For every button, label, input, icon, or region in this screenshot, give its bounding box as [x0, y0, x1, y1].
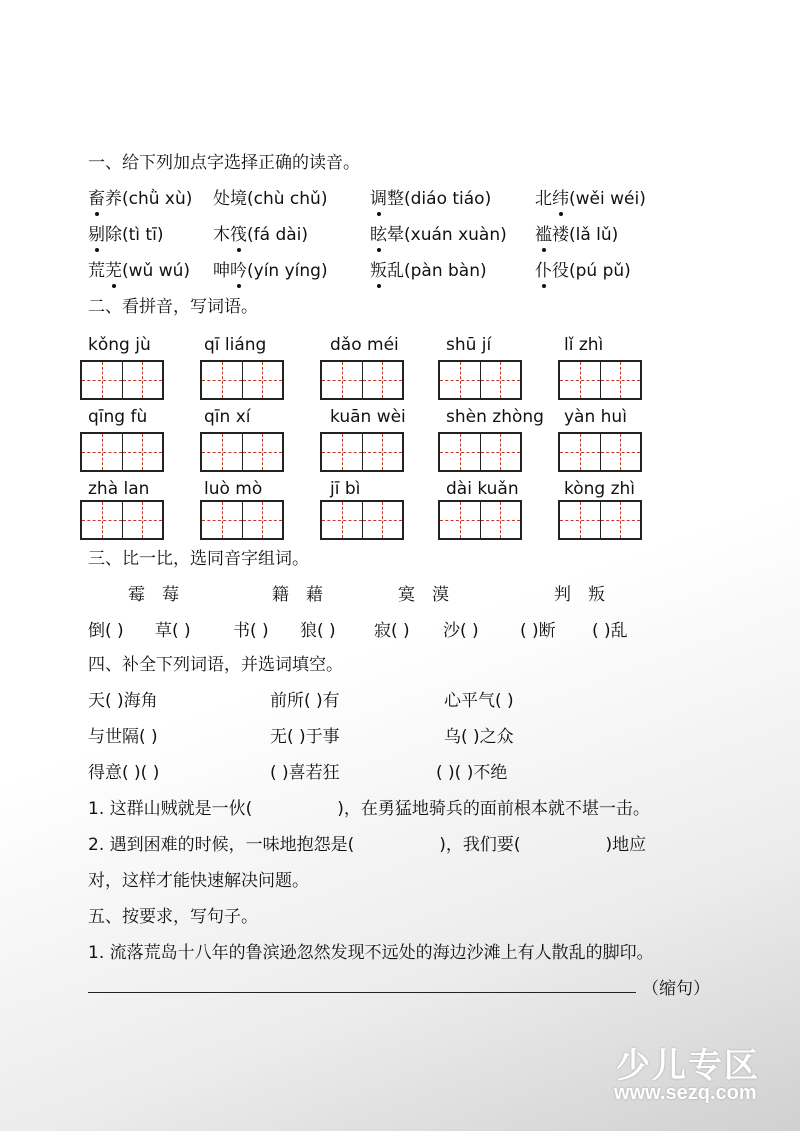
- grid-cell[interactable]: [601, 362, 641, 398]
- pinyin-label: kuān wèi: [330, 407, 406, 427]
- grid-cell[interactable]: [82, 502, 123, 538]
- char-pair-4: 判 叛: [554, 585, 605, 605]
- grid-cell[interactable]: [440, 434, 481, 470]
- section4-heading: 四、补全下列词语，并选词填空。: [88, 655, 343, 675]
- idiom-item: 无( )于事: [270, 727, 340, 747]
- dotted-char: 眩: [370, 225, 387, 245]
- grid-cell[interactable]: [440, 502, 481, 538]
- watermark-brand: 少儿专区: [616, 1047, 760, 1085]
- pinyin-label: kǒng jù: [88, 335, 151, 355]
- dotted-char: 畜: [88, 189, 105, 209]
- dotted-char: 纬: [552, 189, 569, 209]
- writing-grid[interactable]: [558, 500, 642, 540]
- pinyin-label: yàn huì: [564, 407, 627, 427]
- grid-cell[interactable]: [322, 502, 363, 538]
- writing-grid[interactable]: [200, 360, 284, 400]
- grid-cell[interactable]: [202, 362, 243, 398]
- blank-item: ( )断: [520, 621, 556, 641]
- fill-question-1: 1. 这群山贼就是一伙( )，在勇猛地骑兵的面前根本就不堪一击。: [88, 799, 650, 819]
- writing-grid[interactable]: [438, 360, 522, 400]
- pronunciation-item: 畜养(chǜ xù): [88, 189, 193, 209]
- pronunciation-item: 荒芜(wǔ wú): [88, 261, 191, 281]
- writing-grid[interactable]: [558, 360, 642, 400]
- pinyin-label: jī bì: [330, 479, 361, 499]
- pinyin-label: qīn xí: [204, 407, 251, 427]
- grid-cell[interactable]: [123, 502, 163, 538]
- dotted-char: 叛: [370, 261, 387, 281]
- grid-cell[interactable]: [363, 434, 403, 470]
- grid-cell[interactable]: [481, 434, 521, 470]
- grid-cell[interactable]: [601, 502, 641, 538]
- char-pair-3: 寞 漠: [398, 585, 449, 605]
- pronunciation-item: 北纬(wěi wéi): [535, 189, 646, 209]
- idiom-item: 得意( )( ): [88, 763, 160, 783]
- grid-cell[interactable]: [123, 362, 163, 398]
- writing-grid[interactable]: [80, 360, 164, 400]
- pinyin-label: lǐ zhì: [564, 335, 604, 355]
- char-pair-1: 霉 莓: [128, 585, 179, 605]
- section1-heading: 一、给下列加点字选择正确的读音。: [88, 153, 360, 173]
- writing-grid[interactable]: [320, 432, 404, 472]
- idiom-item: 心平气( ): [444, 691, 514, 711]
- idiom-item: 乌( )之众: [444, 727, 514, 747]
- grid-cell[interactable]: [560, 362, 601, 398]
- grid-cell[interactable]: [243, 434, 283, 470]
- writing-grid[interactable]: [200, 500, 284, 540]
- grid-cell[interactable]: [481, 362, 521, 398]
- grid-cell[interactable]: [440, 362, 481, 398]
- grid-cell[interactable]: [202, 434, 243, 470]
- grid-cell[interactable]: [481, 502, 521, 538]
- grid-cell[interactable]: [322, 362, 363, 398]
- writing-grid[interactable]: [320, 500, 404, 540]
- watermark-url: www.sezq.com: [614, 1082, 757, 1104]
- idiom-item: ( )( )不绝: [436, 763, 508, 783]
- pinyin-label: luò mò: [204, 479, 263, 499]
- dotted-char: 褴: [535, 225, 552, 245]
- blank-item: 寂( ): [374, 621, 410, 641]
- blank-item: 草( ): [155, 621, 191, 641]
- section5-heading: 五、按要求，写句子。: [88, 907, 258, 927]
- pronunciation-item: 处境(chù chǔ): [213, 189, 328, 209]
- grid-cell[interactable]: [560, 434, 601, 470]
- section3-heading: 三、比一比，选同音字组词。: [88, 549, 309, 569]
- pinyin-label: dài kuǎn: [446, 479, 519, 499]
- blank-item: 书( ): [233, 621, 269, 641]
- writing-grid[interactable]: [80, 432, 164, 472]
- idiom-item: 前所( )有: [270, 691, 340, 711]
- pronunciation-item: 调整(diáo tiáo): [370, 189, 492, 209]
- pronunciation-item: 叛乱(pàn bàn): [370, 261, 487, 281]
- grid-cell[interactable]: [82, 434, 123, 470]
- grid-cell[interactable]: [363, 502, 403, 538]
- idiom-item: ( )喜若狂: [270, 763, 340, 783]
- grid-cell[interactable]: [601, 434, 641, 470]
- grid-cell[interactable]: [363, 362, 403, 398]
- pronunciation-item: 眩晕(xuán xuàn): [370, 225, 507, 245]
- pinyin-label: shèn zhòng: [446, 407, 544, 427]
- grid-cell[interactable]: [243, 502, 283, 538]
- pronunciation-item: 褴褛(lǎ lǔ): [535, 225, 619, 245]
- shorten-hint: （缩句）: [642, 979, 710, 999]
- pronunciation-item: 呻吟(yín yíng): [213, 261, 328, 281]
- section2-heading: 二、看拼音，写词语。: [88, 297, 258, 317]
- blank-item: 狼( ): [300, 621, 336, 641]
- dotted-char: 调: [370, 189, 387, 209]
- grid-cell[interactable]: [82, 362, 123, 398]
- pronunciation-item: 木筏(fá dài): [213, 225, 309, 245]
- pinyin-label: qīng fù: [88, 407, 148, 427]
- pronunciation-item: 剔除(tì tī): [88, 225, 164, 245]
- sentence-question-1: 1. 流落荒岛十八年的鲁滨逊忽然发现不远处的海边沙滩上有人散乱的脚印。: [88, 943, 654, 963]
- grid-cell[interactable]: [243, 362, 283, 398]
- dotted-char: 仆: [535, 261, 552, 281]
- writing-grid[interactable]: [320, 360, 404, 400]
- writing-grid[interactable]: [438, 500, 522, 540]
- writing-grid[interactable]: [438, 432, 522, 472]
- grid-cell[interactable]: [322, 434, 363, 470]
- pinyin-label: kòng zhì: [564, 479, 636, 499]
- dotted-char: 筏: [230, 225, 247, 245]
- char-pair-2: 籍 藉: [272, 585, 323, 605]
- pinyin-label: zhà lan: [88, 479, 150, 499]
- grid-cell[interactable]: [560, 502, 601, 538]
- answer-line: [88, 992, 636, 993]
- writing-grid[interactable]: [80, 500, 164, 540]
- writing-grid[interactable]: [558, 432, 642, 472]
- idiom-item: 天( )海角: [88, 691, 158, 711]
- pronunciation-item: 仆役(pú pǔ): [535, 261, 631, 281]
- dotted-char: 吟: [230, 261, 247, 281]
- writing-grid[interactable]: [200, 432, 284, 472]
- pinyin-label: dǎo méi: [330, 335, 399, 355]
- dotted-char: 芜: [105, 261, 122, 281]
- fill-question-2-line2: 对，这样才能快速解决问题。: [88, 871, 309, 891]
- blank-item: ( )乱: [592, 621, 628, 641]
- idiom-item: 与世隔( ): [88, 727, 158, 747]
- grid-cell[interactable]: [123, 434, 163, 470]
- pinyin-label: qī liáng: [204, 335, 267, 355]
- pinyin-label: shū jí: [446, 335, 492, 355]
- grid-cell[interactable]: [202, 502, 243, 538]
- blank-item: 沙( ): [443, 621, 479, 641]
- fill-question-2-line1: 2. 遇到困难的时候，一味地抱怨是( )，我们要( )地应: [88, 835, 647, 855]
- blank-item: 倒( ): [88, 621, 124, 641]
- dotted-char: 剔: [88, 225, 105, 245]
